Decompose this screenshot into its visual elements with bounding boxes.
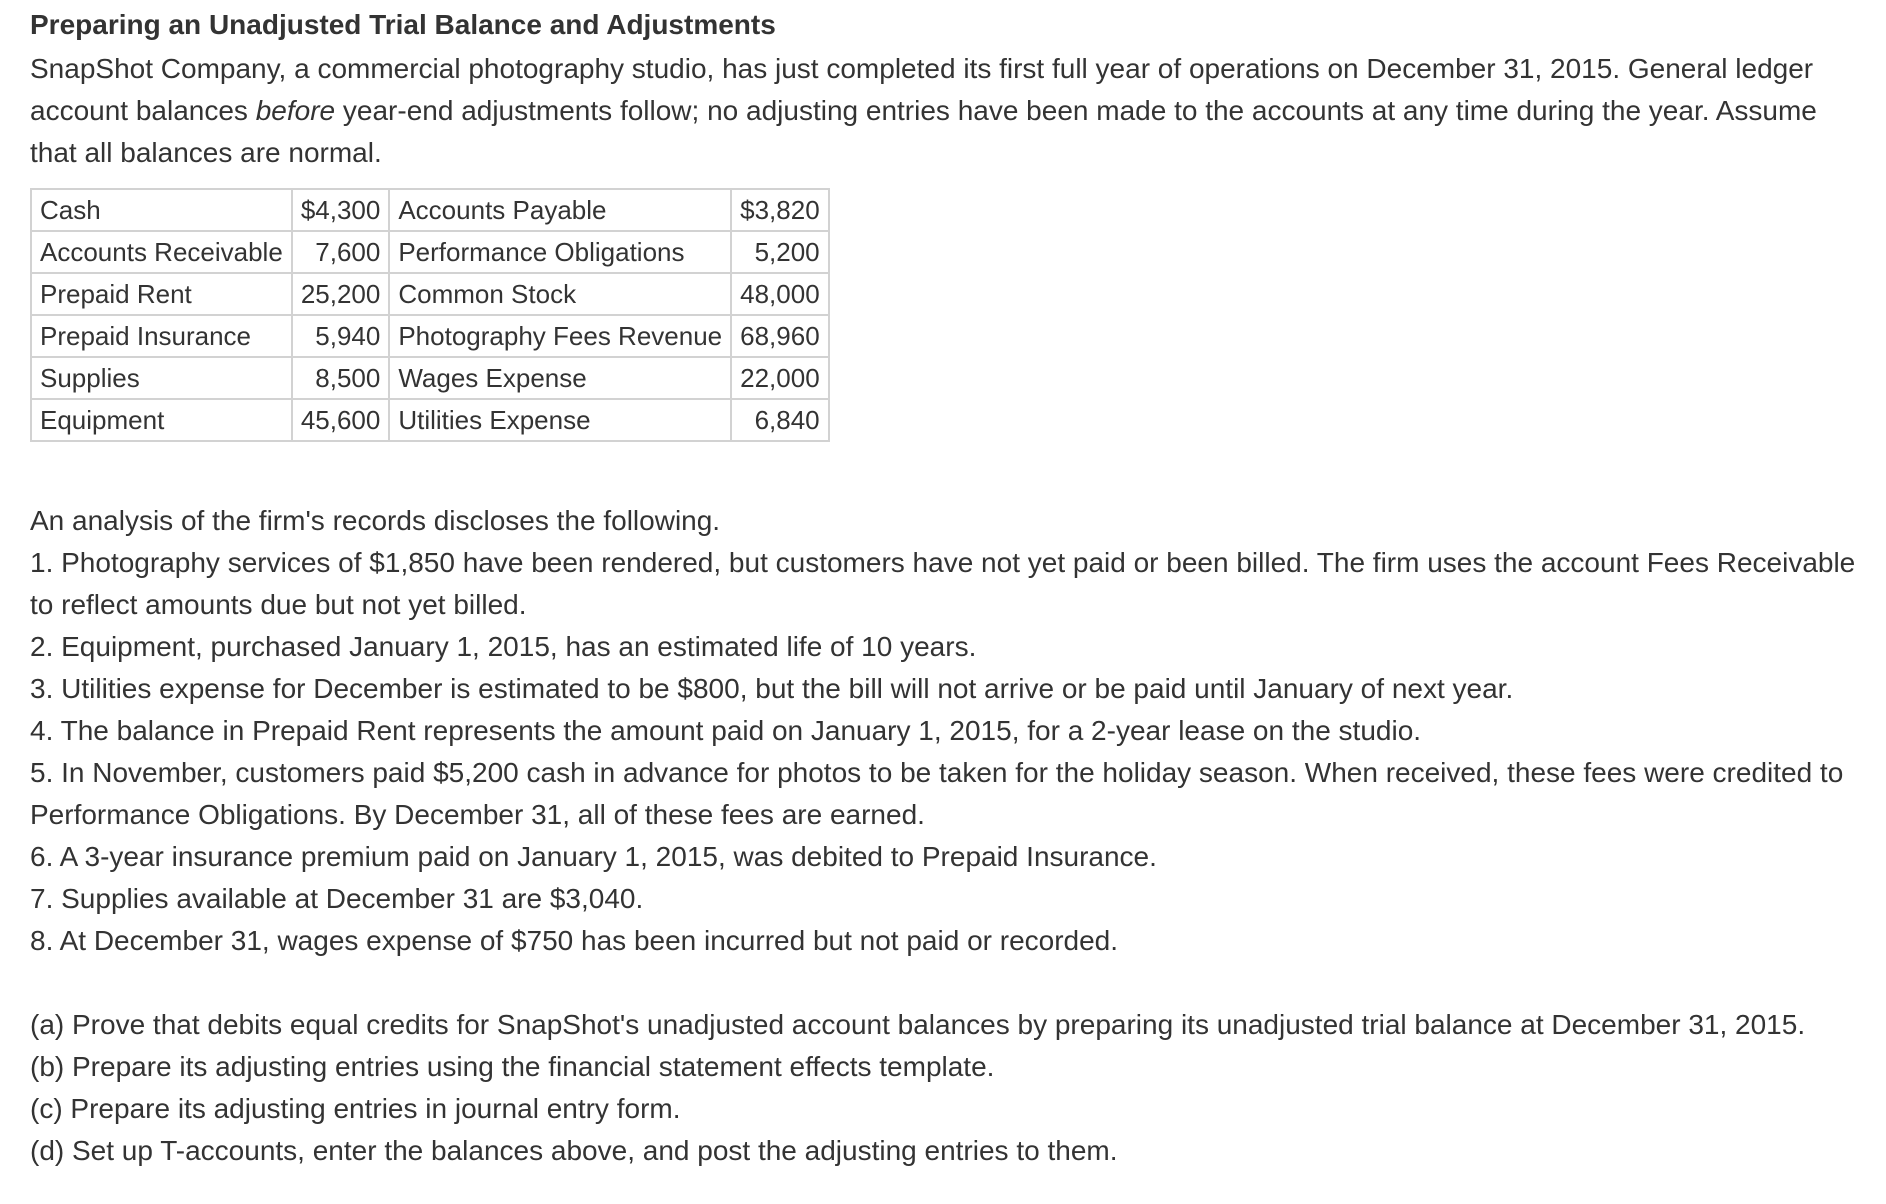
analysis-item: 6. A 3-year insurance premium paid on January 1, 2015, was debited to Prepaid Insurance. <box>30 841 1157 872</box>
analysis-lead: An analysis of the firm's records discloses the following. <box>30 505 721 536</box>
analysis-item: 3. Utilities expense for December is estimated to be $800, but the bill will not arrive or be paid until January of next year. <box>30 673 1514 704</box>
account-name: Wages Expense <box>389 357 731 399</box>
account-balance: 22,000 <box>731 357 829 399</box>
account-name: Utilities Expense <box>389 399 731 441</box>
account-balance: 8,500 <box>292 357 390 399</box>
table-row <box>31 315 829 357</box>
question-item: (d) Set up T-accounts, enter the balances above, and post the adjusting entries to them. <box>30 1135 1118 1166</box>
account-name: Performance Obligations <box>389 231 731 273</box>
account-name: Cash <box>31 189 292 231</box>
account-balance: 5,200 <box>731 231 829 273</box>
table-row <box>31 273 829 315</box>
analysis-item: 1. Photography services of $1,850 have been rendered, but customers have not yet paid or been billed. The firm uses the account Fees Receivable to reflect amounts due but not yet billed. <box>30 547 1856 620</box>
table-row <box>31 231 829 273</box>
table-row <box>31 399 829 441</box>
analysis-item: 7. Supplies available at December 31 are $3,040. <box>30 883 644 914</box>
account-name: Accounts Receivable <box>31 231 292 273</box>
account-name: Common Stock <box>389 273 731 315</box>
intro-text-start: SnapShot Company, a commercial photography studio, has just completed its first full year of operations on December 31, 2015. General ledger account balances <box>30 53 1814 126</box>
page-title: Preparing an Unadjusted Trial Balance and Adjustments <box>30 9 776 40</box>
question-item: (b) Prepare its adjusting entries using the financial statement effects template. <box>30 1051 995 1082</box>
analysis-section <box>30 500 1886 1200</box>
analysis-item: 2. Equipment, purchased January 1, 2015, has an estimated life of 10 years. <box>30 631 977 662</box>
account-name: Prepaid Rent <box>31 273 292 315</box>
table-row <box>31 357 829 399</box>
analysis-item: 5. In November, customers paid $5,200 cash in advance for photos to be taken for the holiday season. When received, these fees were credited to Performance Obligations. By December 31, all of these fees are earned. <box>30 757 1844 830</box>
account-name: Accounts Payable <box>389 189 731 231</box>
account-balances-table <box>30 188 830 442</box>
account-balance: $3,820 <box>731 189 829 231</box>
account-balance: 6,840 <box>731 399 829 441</box>
account-balance: 45,600 <box>292 399 390 441</box>
account-balance: 5,940 <box>292 315 390 357</box>
account-name: Photography Fees Revenue <box>389 315 731 357</box>
analysis-item: 8. At December 31, wages expense of $750 has been incurred but not paid or recorded. <box>30 925 1119 956</box>
analysis-item: 4. The balance in Prepaid Rent represents the amount paid on January 1, 2015, for a 2-year lease on the studio. <box>30 715 1422 746</box>
intro-paragraph <box>30 48 1860 174</box>
intro-emphasis: before <box>255 95 336 126</box>
table-row <box>31 189 829 231</box>
question-item: (a) Prove that debits equal credits for SnapShot's unadjusted account balances by preparing its unadjusted trial balance at December 31, 2015. <box>30 1009 1806 1040</box>
account-name: Supplies <box>31 357 292 399</box>
account-balance: 68,960 <box>731 315 829 357</box>
problem-page <box>30 0 1886 1166</box>
account-balance: 48,000 <box>731 273 829 315</box>
account-balance: $4,300 <box>292 189 390 231</box>
question-item: (c) Prepare its adjusting entries in journal entry form. <box>30 1093 681 1124</box>
account-balance: 25,200 <box>292 273 390 315</box>
account-name: Equipment <box>31 399 292 441</box>
analysis-list <box>30 542 1886 962</box>
account-name: Prepaid Insurance <box>31 315 292 357</box>
account-balance: 7,600 <box>292 231 390 273</box>
intro-text-end: year-end adjustments follow; no adjusting entries have been made to the accounts at any time during the year. Assume that all balances are normal. <box>30 95 1817 168</box>
question-list <box>30 1004 1886 1172</box>
